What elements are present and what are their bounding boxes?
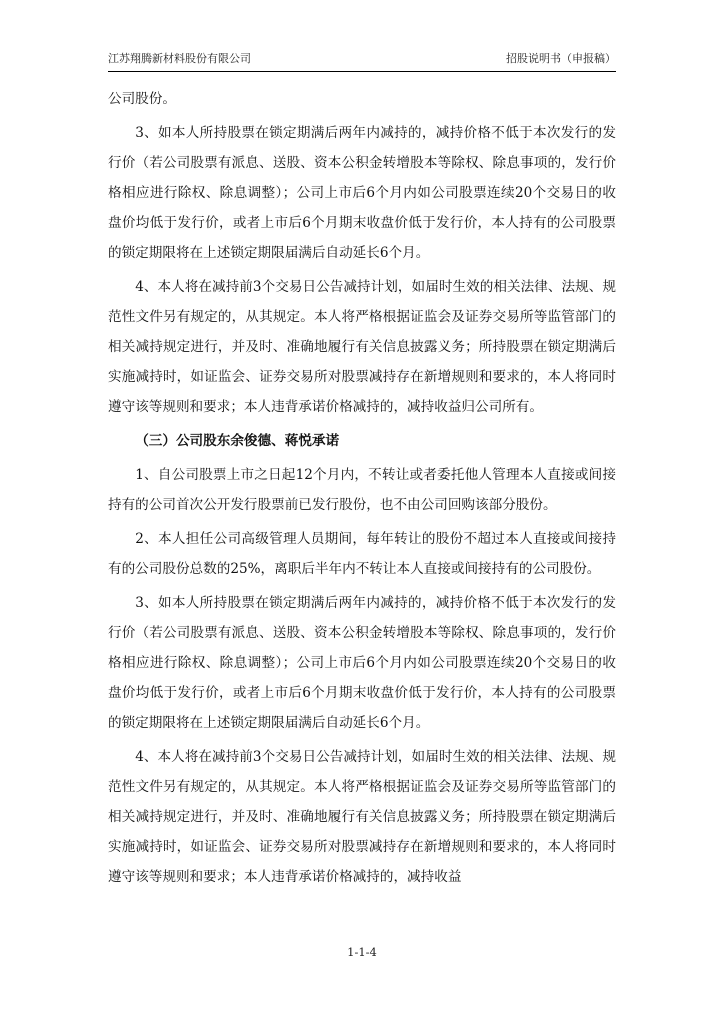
body-paragraph: 4、本人将在减持前3个交易日公告减持计划，如届时生效的相关法律、法规、规范性文件另有规定的，从其规定。本人将严格根据证监会及证券交易所等监管部门的相关减持规定进行，并及时、准确地履行有关信息披露义务；所持股票在锁定期满后实施减持时，如证监会、证券交易所对股票减持存在新增规则和要求的，本人将同时遵守该等规则和要求；本人违背承诺价格减持的，减持收益	[108, 749, 616, 885]
page-number: 1-1-4	[347, 945, 377, 959]
page-header	[108, 50, 616, 70]
body-paragraph: 公司股份。	[108, 91, 176, 107]
body-paragraph: 2、本人担任公司高级管理人员期间，每年转让的股份不超过本人直接或间接持有的公司股份总数的25%，离职后半年内不转让本人直接或间接持有的公司股份。	[108, 531, 616, 577]
body-paragraph: 1、自公司股票上市之日起12个月内，不转让或者委托他人管理本人直接或间接持有的公司首次公开发行股票前已发行股份，也不由公司回购该部分股份。	[108, 467, 616, 513]
document-body	[108, 84, 616, 892]
header-company-name: 江苏翔腾新材料股份有限公司	[108, 52, 251, 65]
body-paragraph: 3、如本人所持股票在锁定期满后两年内减持的，减持价格不低于本次发行的发行价（若公司股票有派息、送股、资本公积金转增股本等除权、除息事项的，发行价格相应进行除权、除息调整）；公司上市后6个月内如公司股票连续20个交易日的收盘价均低于发行价，或者上市后6个月期末收盘价低于发行价，本人持有的公司股票的锁定期限将在上述锁定期限届满后自动延长6个月。	[108, 125, 616, 261]
header-document-type: 招股说明书（申报稿）	[506, 52, 616, 65]
body-paragraph: 3、如本人所持股票在锁定期满后两年内减持的，减持价格不低于本次发行的发行价（若公司股票有派息、送股、资本公积金转增股本等除权、除息事项的，发行价格相应进行除权、除息调整）；公司上市后6个月内如公司股票连续20个交易日的收盘价均低于发行价，或者上市后6个月期末收盘价低于发行价，本人持有的公司股票的锁定期限将在上述锁定期限届满后自动延长6个月。	[108, 595, 616, 731]
section-heading: （三）公司股东余俊德、蒋悦承诺	[135, 433, 340, 449]
body-paragraph: 4、本人将在减持前3个交易日公告减持计划，如届时生效的相关法律、法规、规范性文件另有规定的，从其规定。本人将严格根据证监会及证券交易所等监管部门的相关减持规定进行，并及时、准确地履行有关信息披露义务；所持股票在锁定期满后实施减持时，如证监会、证券交易所对股票减持存在新增规则和要求的，本人将同时遵守该等规则和要求；本人违背承诺价格减持的，减持收益归公司所有。	[108, 279, 616, 415]
header-divider	[108, 71, 616, 72]
